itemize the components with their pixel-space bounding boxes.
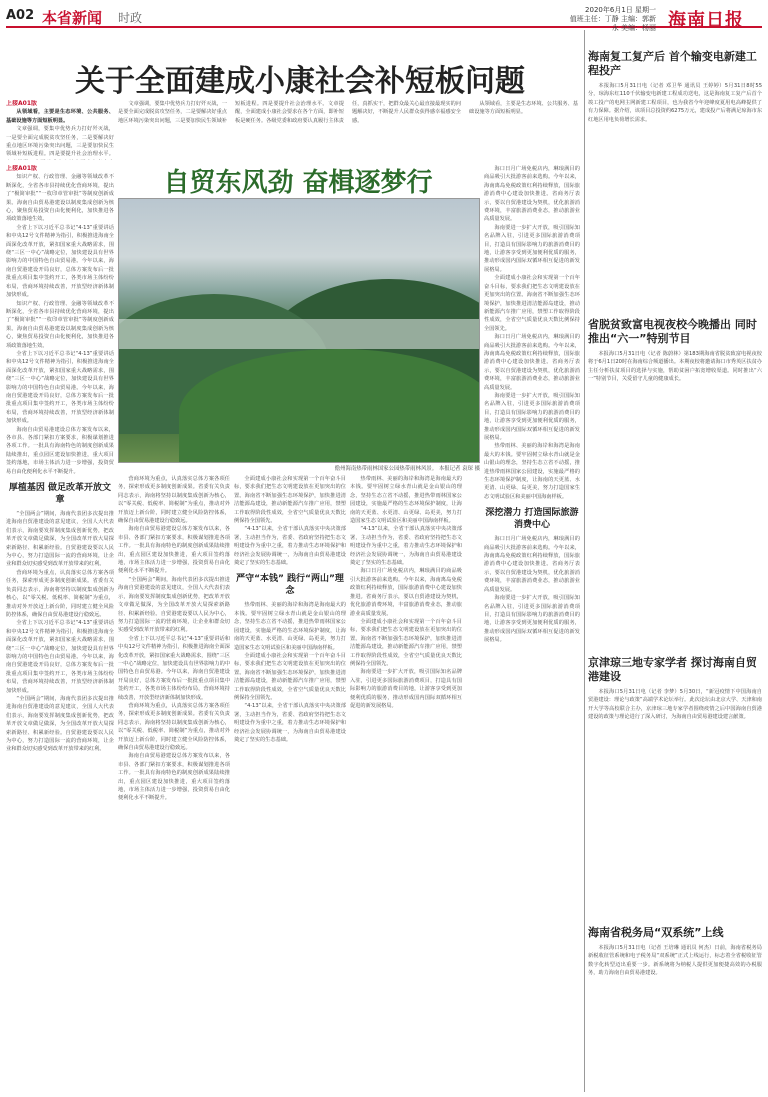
subheading-3: 深挖潜力 打造国际旅游消费中心: [485, 508, 579, 531]
page-number: A02: [6, 8, 35, 23]
paragraph: 热带雨林、美丽的海岸和海湾是海南最大的本钱。要牢固树立绿水青山就是金山银山的理念，坚持生态立省不动摇，推进热带雨林国家公园建设，实施最严格的生态环境保护制度，让海南的天更蓝、水更清、山更绿、岛更美，努力打造国家生态文明试验区和美丽中国海南样板。: [350, 476, 462, 525]
paragraph: 全省上下以习近平总书记“4·13”重要讲话和中央12号文件精神为指引，积极推进海南全面深化改革开放，紧扣国家重大战略需求，围绕“三区一中心”战略定位，加快建设具有世界影响力的中国特色自由贸易港。今年以来，海南自贸港建设开局良好，总体方案发布后一批批重点项目集中签约开工，各类市场主体纷纷布局，营商环境持续改善，开放型经济新体制加快形成。: [118, 635, 230, 701]
paragraph: “全国两会”期间，海南代表团多次提出推进海南自贸港建设的意见建议，全国人大代表们表示，海南要发挥制度集成创新优势，把改革开放文章做足做深，为全国改革开放大局探索新路径、积累新经验。自贸港建设要以人民为中心，努力打造国际一流的营商环境，让企业和群众切实感受到改革开放带来的红利。: [6, 511, 114, 568]
section-name: 本省新闻: [42, 9, 103, 27]
paragraph: “4·13”以来，全省干部认真落实中央决策部署，主动担当作为，省委、省政府坚持把生态文明建设作为重中之重，着力推动生态环境保护和经济社会发展协调统一，为海南自由贸易港建设奠定了坚实的生态基础。: [234, 703, 346, 743]
paragraph: 从领域看，主要是生态环境、公共服务、基础设施等方面短板明显。: [469, 101, 578, 116]
paragraph: 营商环境为重点，认真落实总体方案各项任务，探索形成更多制度创新成果。省委有关负责同志表示，海南将坚持以制度集成创新为核心，以“零关税、低税率、简税制”为重点，推动对外开放迈上新台阶，同时建立健全风险防控体系，确保自由贸易港建设行稳致远。: [118, 702, 230, 751]
paragraph: 全面建成小康社会和实现第一个百年奋斗目标，要求我们把生态文明建设放在更加突出的位置。海南省不断加强生态环境保护，加快推进清洁能源岛建设，推动新能源汽车推广应用，禁塑工作取得阶段性成效，全省空气质量优良天数比例保持全国领先。: [484, 275, 580, 332]
paragraph: “全国两会”期间，海南代表团多次提出推进海南自贸港建设的意见建议，全国人大代表们表示，海南要发挥制度集成创新优势，把改革开放文章做足做深，为全国改革开放大局探索新路径、积累新经验。自贸港建设要以人民为中心，努力打造国际一流的营商环境，让企业和群众切实感受到改革开放带来的红利。: [6, 695, 114, 753]
news-body-2: 本报海口5月31日电（记者 陈蔚林）第183期海南省脱贫致富电视夜校将于6月1日20时在海南综合频道播出。本期夜校将邀请海口市秀英区扶贫办主任分析扶贫项目的选择与实施，帮助贫困户拓宽增收渠道。同时推出“六一”特别节目，关爱留守儿童的健康成长。: [588, 351, 762, 383]
news-headline-4: 海南省税务局“双系统”上线: [588, 926, 724, 939]
paragraph: 知识产权、行政管理、金融等领域改革不断深化，全省各市县持续优化营商环境，提出了“极简审批”“一枚印章管审批”等制度创新成果。海南自由贸易港建设以制度集成创新为核心，聚焦贸易投资自由化便利化，加快推进各项政策落地生效。: [6, 174, 114, 223]
header-meta: [566, 6, 656, 33]
subheading-1: 厚植基因 做足改革开放文章: [8, 483, 112, 506]
paragraph: 海口日月广场免税店内，琳琅满目的商品吸引大批游客前来选购。今年以来，海南离岛免税政策红利持续释放，国际旅游消费中心建设加快推进。省商务厅表示，要以自贸港建设为契机，优化旅游消费环境，丰富旅游消费业态，推动旅游业高质量发展。: [484, 536, 580, 593]
photo-caption: 儋州海南热带雨林国家公园热带雨林风景。 本报记者 袁琛 摄: [334, 466, 480, 472]
article-top-col1: [6, 100, 114, 160]
paragraph: 全省上下以习近平总书记“4·13”重要讲话和中央12号文件精神为指引，积极推进海南全面深化改革开放，紧扣国家重大战略需求，围绕“三区一中心”战略定位，加快建设具有世界影响力的中国特色自由贸易港。今年以来，海南自贸港建设开局良好，总体方案发布后一批批重点项目集中签约开工，各类市场主体纷纷布局，营商环境持续改善，开放型经济新体制加快形成。: [6, 620, 114, 694]
news-body-4: 本报海口5月31日电（记者 王培琳 通讯员 何杰）日前，海南省税务局新税收征管系统和电子税务局“双系统”正式上线运行，标志着全省税收征管数字化转型迈出重要一步。新系统将为纳税人提供更加便捷高效的办税服务，助力海南自由贸易港建设。: [588, 945, 762, 977]
continued-label: 上接A01版: [6, 165, 37, 172]
page-title: 关于全面建成小康社会补短板问题: [75, 64, 525, 99]
page-header: [6, 6, 762, 32]
paragraph: 全省上下以习近平总书记“4·13”重要讲话和中央12号文件精神为指引，积极推进海南全面深化改革开放，紧扣国家重大战略需求，围绕“三区一中心”战略定位，加快建设具有世界影响力的中国特色自由贸易港。今年以来，海南自贸港建设开局良好，总体方案发布后一批批重点项目集中签约开工，各类市场主体纷纷布局，营商环境持续改善，开放型经济新体制加快形成。: [6, 224, 114, 299]
news-headline-2: 省脱贫致富电视夜校今晚播出 同时推出“六一”特别节目: [588, 318, 757, 345]
paragraph: 海口日月广场免税店内，琳琅满目的商品吸引大批游客前来选购。今年以来，海南离岛免税政策红利持续释放，国际旅游消费中心建设加快推进。省商务厅表示，要以自贸港建设为契机，优化旅游消费环境，丰富旅游消费业态，推动旅游业高质量发展。: [484, 166, 580, 223]
newspaper-logo: 海南日报: [668, 10, 744, 31]
feature-col-4: [350, 475, 462, 1091]
editors-line: 值班主任：丁静 主编：郭新永 美编：杨丽: [569, 15, 656, 32]
paragraph: “4·13”以来，全省干部认真落实中央决策部署，主动担当作为，省委、省政府坚持把生态文明建设作为重中之重，着力推动生态环境保护和经济社会发展协调统一，为海南自由贸易港建设奠定了坚实的生态基础。: [234, 526, 346, 567]
paragraph: “4·13”以来，全省干部认真落实中央决策部署，主动担当作为，省委、省政府坚持把生态文明建设作为重中之重，着力推动生态环境保护和经济社会发展协调统一，为海南自由贸易港建设奠定了坚实的生态基础。: [350, 526, 462, 567]
paragraph: 营商环境为重点，认真落实总体方案各项任务，探索形成更多制度创新成果。省委有关负责同志表示，海南将坚持以制度集成创新为核心，以“零关税、低税率、简税制”为重点，推动对外开放迈上新台阶，同时建立健全风险防控体系，确保自由贸易港建设行稳致远。: [6, 569, 114, 618]
paragraph: 全面建成小康社会和实现第一个百年奋斗目标，要求我们把生态文明建设放在更加突出的位置。海南省不断加强生态环境保护，加快推进清洁能源岛建设，推动新能源汽车推广应用，禁塑工作取得阶段性成效，全省空气质量优良天数比例保持全国领先。: [234, 476, 346, 525]
paragraph: 海南自由贸易港建设总体方案发布以来，各市县、各部门紧扣方案要求，积极谋划推进各项工作。一批具有海南特色的制度创新成果陆续推出，重点园区建设加快推进，重大项目签约落地，市场主体活力进一步增强，投资贸易自由化便利化水平不断提升。: [6, 426, 114, 475]
feature-col-5: [484, 165, 580, 1091]
paragraph: 全面建成小康社会和实现第一个百年奋斗目标，要求我们把生态文明建设放在更加突出的位置。海南省不断加强生态环境保护，加快推进清洁能源岛建设，推动新能源汽车推广应用，禁塑工作取得阶段性成效，全省空气质量优良天数比例保持全国领先。: [234, 652, 346, 701]
news-body-1: 本报海口5月31日电（记者 邓卫华 通讯员 王婷婷）5月31日8时55分，琼海东红110千伏输变电新建工程成功送电，这是海南复工复产后首个竣工投产的电网主网新建工程项目，也为我省今年迎峰度夏用电高峰提供了有力保障。据介绍，该项目总投资约6275万元，建成投产后将满足琼海市东红地区用电负荷增长需求。: [588, 83, 762, 123]
paragraph: 海口日月广场免税店内，琳琅满目的商品吸引大批游客前来选购。今年以来，海南离岛免税政策红利持续释放，国际旅游消费中心建设加快推进。省商务厅表示，要以自贸港建设为契机，优化旅游消费环境，丰富旅游消费业态，推动旅游业高质量发展。: [350, 568, 462, 617]
date-line: 2020年6月1日 星期一: [585, 6, 656, 14]
paragraph: 海南自由贸易港建设总体方案发布以来，各市县、各部门紧扣方案要求，积极谋划推进各项工作。一批具有海南特色的制度创新成果陆续推出，重点园区建设加快推进，重大项目签约落地，市场主体活力进一步增强，投资贸易自由化便利化水平不断提升。: [118, 753, 230, 802]
paragraph: 文章强调，要集中优势兵力打好歼灭战，一是要全面完成脱贫攻坚任务，二是要解决好重点地区环境污染突出问题，三是要加快民生领域补短板进程。四是要提升社会治理水平。: [6, 126, 114, 158]
feature-title: 自贸东风劲 奋楫逐梦行: [163, 168, 433, 198]
news-body-3: 本报海口5月31日电（记者 李梦）5月30日，“新冠疫情下中国海南自贸港建设：理论与政策”高端学术论坛举行。此次论坛由北京大学、天津和南开大学等高校联合主办，京津琼三地专家学者围绕疫情之后中国海南自贸港建设的政策与理论进行了深入研讨，为海南自由贸易港建设建言献策。: [588, 689, 762, 721]
paragraph: 知识产权、行政管理、金融等领域改革不断深化，全省各市县持续优化营商环境，提出了“极简审批”“一枚印章管审批”等制度创新成果。海南自由贸易港建设以制度集成创新为核心，聚焦贸易投资自由化便利化，加快推进各项政策落地生效。: [6, 300, 114, 349]
feature-col-1: [6, 165, 114, 1091]
paragraph: 海南要进一步扩大开放，吸引国际知名品牌入驻，引进更多国际旅游消费项目，打造具有国际影响力的旅游消费目的地，让游客享受到更加便利优质的服务，推动形成国内国际双循环相互促进的新发展格局。: [484, 224, 580, 273]
paragraph: 全省上下以习近平总书记“4·13”重要讲话和中央12号文件精神为指引，积极推进海南全面深化改革开放，紧扣国家重大战略需求，围绕“三区一中心”战略定位，加快建设具有世界影响力的中国特色自由贸易港。今年以来，海南自贸港建设开局良好，总体方案发布后一批批重点项目集中签约开工，各类市场主体纷纷布局，营商环境持续改善，开放型经济新体制加快形成。: [6, 350, 114, 425]
right-news-column: [588, 30, 762, 1094]
news-headline-3: 京津琼三地专家学者 探讨海南自贸港建设: [588, 656, 757, 683]
paragraph: 营商环境为重点，认真落实总体方案各项任务，探索形成更多制度创新成果。省委有关负责同志表示，海南将坚持以制度集成创新为核心，以“零关税、低税率、简税制”为重点，推动对外开放迈上新台阶，同时建立健全风险防控体系，确保自由贸易港建设行稳致远。: [118, 476, 230, 525]
paragraph: 海口日月广场免税店内，琳琅满目的商品吸引大批游客前来选购。今年以来，海南离岛免税政策红利持续释放，国际旅游消费中心建设加快推进。省商务厅表示，要以自贸港建设为契机，优化旅游消费环境，丰富旅游消费业态，推动旅游业高质量发展。: [484, 334, 580, 391]
paragraph: “全国两会”期间，海南代表团多次提出推进海南自贸港建设的意见建议，全国人大代表们表示，海南要发挥制度集成创新优势，把改革开放文章做足做深，为全国改革开放大局探索新路径、积累新经验。自贸港建设要以人民为中心，努力打造国际一流的营商环境，让企业和群众切实感受到改革开放带来的红利。: [118, 576, 230, 634]
paragraph: 文章强调，要集中优势兵力打好歼灭战，一是要全面完成脱贫攻坚任务，二是要解决好重点地区环境污染突出问题，三是要加快民生领域补短板进程。四是要提升社会治理水平。文章提醒，全面建成小康社会要求在各个方面，即补短板是硬任务。各级党委和政府要认真履行主体责任，真抓实干，把群众最关心最直接最现实的问题解决好，不断提升人民群众获得感幸福感安全感。: [118, 101, 461, 124]
paragraph: 全面建成小康社会和实现第一个百年奋斗目标，要求我们把生态文明建设放在更加突出的位置。海南省不断加强生态环境保护，加快推进清洁能源岛建设，推动新能源汽车推广应用，禁塑工作取得阶段性成效，全省空气质量优良天数比例保持全国领先。: [350, 618, 462, 667]
subheading-2: 严守“本钱” 践行“两山”理念: [236, 574, 344, 597]
article-top-cols: [118, 100, 578, 158]
subsection-name: 时政: [118, 11, 143, 25]
paragraph: 海南要进一步扩大开放，吸引国际知名品牌入驻，引进更多国际旅游消费项目，打造具有国际影响力的旅游消费目的地，让游客享受到更加便利优质的服务，推动形成国内国际双循环相互促进的新发展格局。: [484, 595, 580, 644]
column-divider: [584, 30, 585, 1092]
paragraph: 海南自由贸易港建设总体方案发布以来，各市县、各部门紧扣方案要求，积极谋划推进各项工作。一批具有海南特色的制度创新成果陆续推出，重点园区建设加快推进，重大项目签约落地，市场主体活力进一步增强，投资贸易自由化便利化水平不断提升。: [118, 526, 230, 575]
paragraph: 热带雨林、美丽的海岸和海湾是海南最大的本钱。要牢固树立绿水青山就是金山银山的理念，坚持生态立省不动摇，推进热带雨林国家公园建设，实施最严格的生态环境保护制度，让海南的天更蓝、水更清、山更绿、岛更美，努力打造国家生态文明试验区和美丽中国海南样板。: [484, 443, 580, 500]
lead-paragraph: 从领域看，主要是生态环境、公共服务、基础设施等方面短板明显。: [6, 109, 114, 124]
feature-col-3: [234, 475, 346, 1091]
rainforest-photo: [118, 198, 480, 463]
paragraph: 海南要进一步扩大开放，吸引国际知名品牌入驻，引进更多国际旅游消费项目，打造具有国际影响力的旅游消费目的地，让游客享受到更加便利优质的服务，推动形成国内国际双循环相互促进的新发展格局。: [484, 392, 580, 441]
paragraph: 热带雨林、美丽的海岸和海湾是海南最大的本钱。要牢固树立绿水青山就是金山银山的理念，坚持生态立省不动摇，推进热带雨林国家公园建设，实施最严格的生态环境保护制度，让海南的天更蓝、水更清、山更绿、岛更美，努力打造国家生态文明试验区和美丽中国海南样板。: [234, 602, 346, 651]
feature-col-2: [118, 475, 230, 1091]
continued-label: 上接A01版: [6, 100, 37, 107]
paragraph: 海南要进一步扩大开放，吸引国际知名品牌入驻，引进更多国际旅游消费项目，打造具有国际影响力的旅游消费目的地，让游客享受到更加便利优质的服务，推动形成国内国际双循环相互促进的新发展格局。: [350, 669, 462, 709]
news-headline-1: 海南复工复产后 首个输变电新建工程投产: [588, 50, 757, 77]
